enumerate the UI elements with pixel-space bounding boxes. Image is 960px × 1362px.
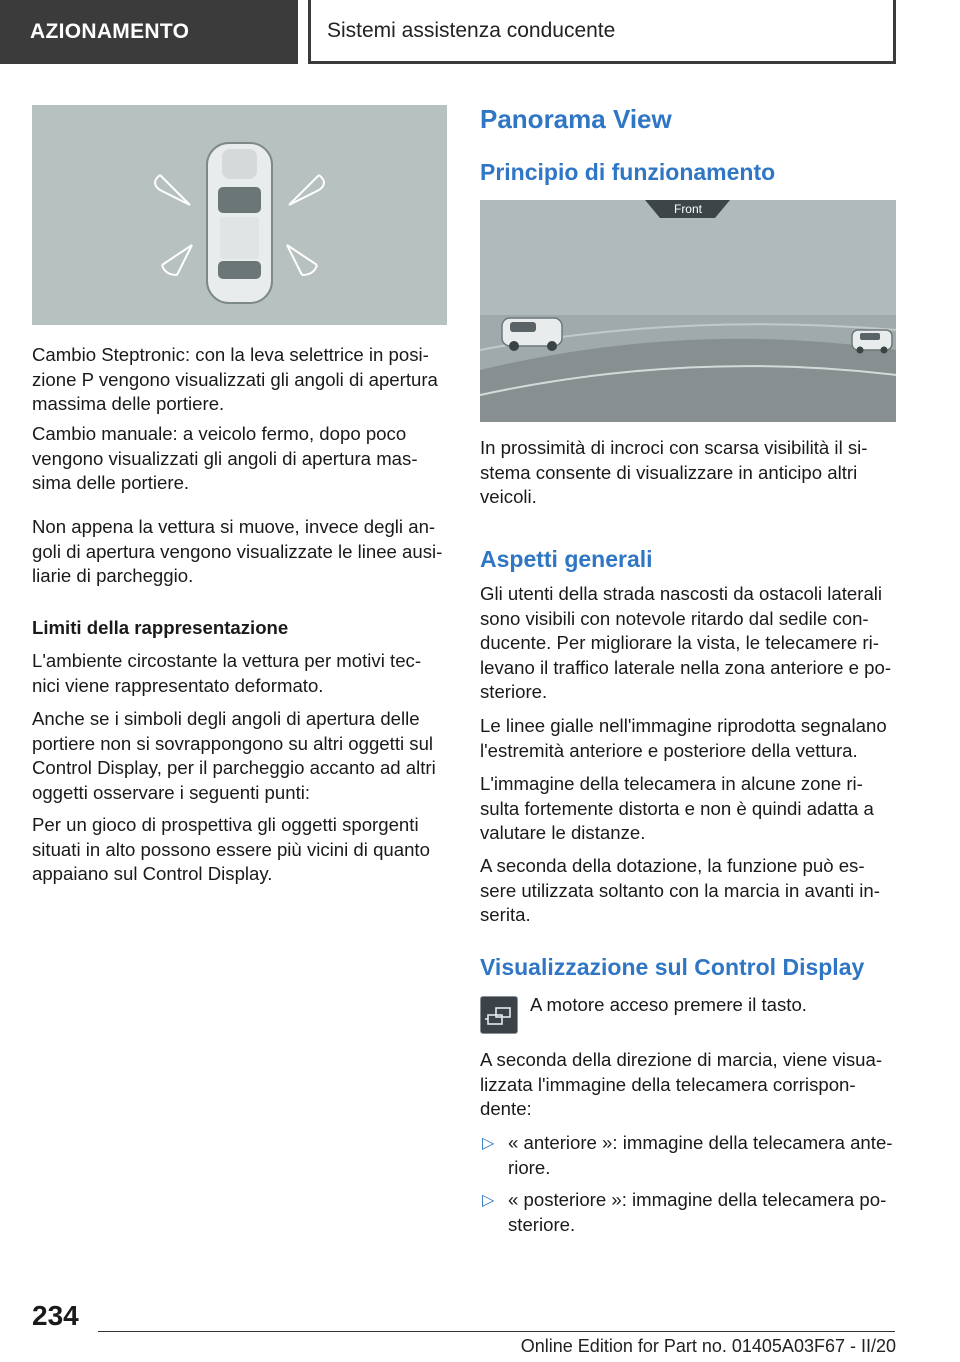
chapter-title: Sistemi assistenza conducente	[308, 0, 896, 64]
footer-divider	[98, 1331, 895, 1332]
paragraph: Gli utenti della strada nascosti da ostacoli laterali sono visibili con notevole ritardo dal sedile con- ducente. Per migliorare la vista, le telecamere ri- levano il traffico laterale nella zona anteriore e po- steriore.	[480, 583, 892, 702]
panorama-camera-image	[480, 200, 896, 422]
paragraph: Non appena la vettura si muove, invece degli an- goli di apertura vengono visualizzate le linee ausi- liarie di parcheggio.	[32, 516, 443, 586]
subheading-general: Aspetti generali	[480, 546, 653, 572]
paragraph: L'immagine della telecamera in alcune zone ri- sulta fortemente distorta e non è quindi adatta a valutare le distanze.	[480, 773, 874, 843]
triangle-bullet-icon: ▷	[482, 1192, 495, 1209]
paragraph: Le linee gialle nell'immagine riprodotta segnalano l'estremità anteriore e posteriore della vettura.	[480, 715, 887, 761]
paragraph: Per un gioco di prospettiva gli oggetti sporgenti situati in alto possono essere più vicini di quanto appaiano sul Control Display.	[32, 814, 430, 884]
subheading-limits: Limiti della rappresentazione	[32, 617, 289, 638]
paragraph: A seconda della dotazione, la funzione può es- sere utilizzata soltanto con la marcia in avanti in- serita.	[480, 855, 880, 925]
page-header	[0, 0, 960, 66]
camera-button-icon	[480, 996, 518, 1034]
paragraph: Cambio Steptronic: con la leva selettrice in posi- zione P vengono visualizzati gli angoli di apertura massima delle portiere.	[32, 344, 438, 414]
camera-front-label: Front	[673, 202, 703, 216]
paragraph: Anche se i simboli degli angoli di apertura delle portiere non si sovrappongono su altri oggetti sul Control Display, per il parcheggio accanto ad altri oggetti osservare i seguenti punti:	[32, 708, 436, 803]
edition-info: Online Edition for Part no. 01405A03F67 - II/20	[520, 1336, 896, 1356]
list-item: « anteriore »: immagine della telecamera ante- riore.	[508, 1132, 893, 1178]
subheading-display: Visualizzazione sul Control Display	[480, 954, 865, 980]
section-subtitle: Principio di funzionamento	[480, 159, 776, 185]
triangle-bullet-icon: ▷	[482, 1135, 495, 1152]
section-title: Panorama View	[480, 104, 672, 134]
door-angle-illustration	[32, 105, 447, 325]
page-number: 234	[32, 1300, 79, 1331]
paragraph: Cambio manuale: a veicolo fermo, dopo poco vengono visualizzati gli angoli di apertura mas- sima delle portiere.	[32, 423, 418, 493]
paragraph: In prossimità di incroci con scarsa visibilità il si- stema consente di visualizzare in anticipo altri veicoli.	[480, 437, 868, 507]
section-tab: AZIONAMENTO	[0, 0, 298, 64]
paragraph: L'ambiente circostante la vettura per motivi tec- nici viene rappresentato deformato.	[32, 650, 422, 696]
key-instruction: A motore acceso premere il tasto.	[530, 994, 807, 1015]
list-item: « posteriore »: immagine della telecamera po- steriore.	[508, 1189, 887, 1235]
paragraph: A seconda della direzione di marcia, viene visua- lizzata l'immagine della telecamera corrispon- dente:	[480, 1049, 883, 1119]
